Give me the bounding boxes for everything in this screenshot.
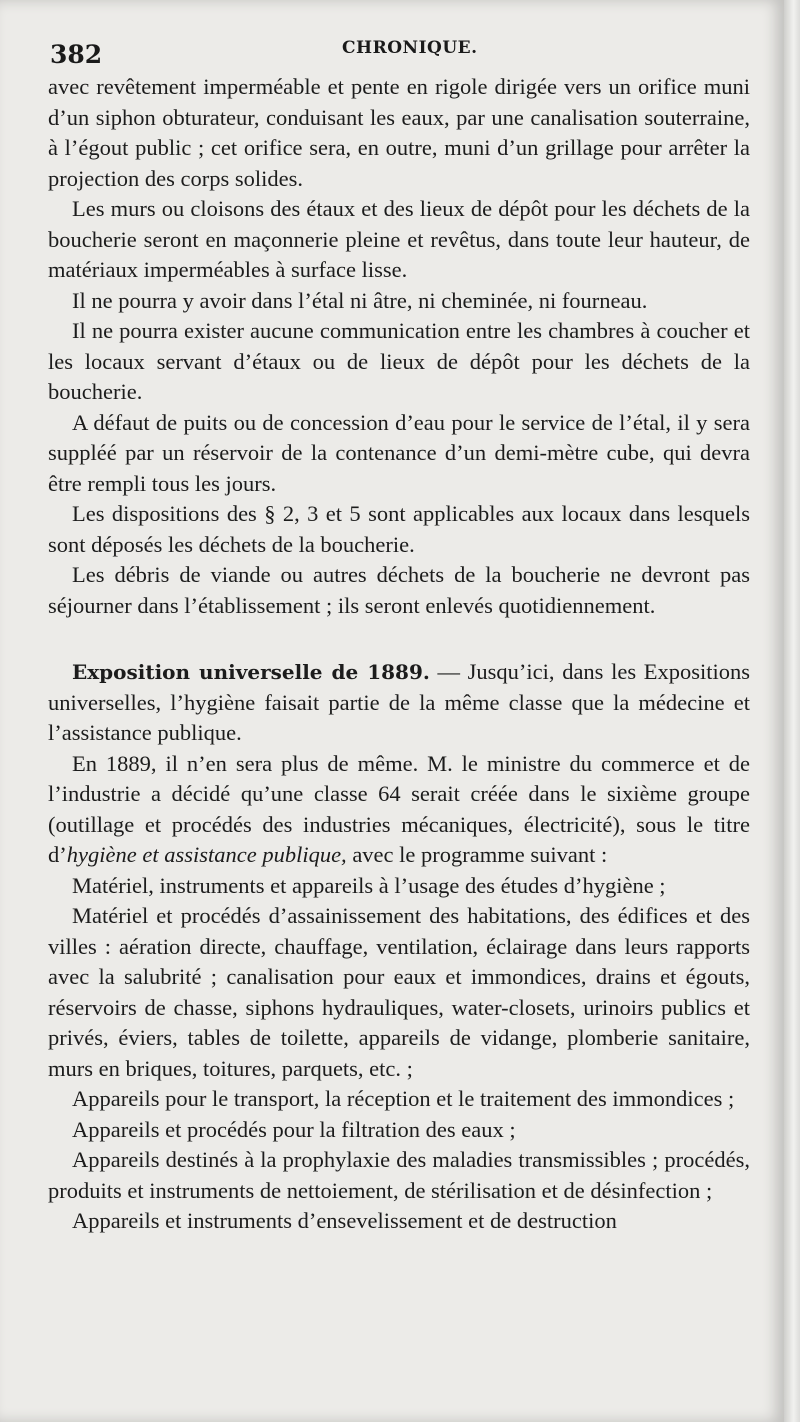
paragraph	[48, 749, 750, 871]
paragraph: Il ne pourra exister aucune communication entre les chambres à coucher et les locaux servant d’étaux ou de lieux de dépôt pour les déchets de la boucherie.	[48, 318, 750, 404]
page-body	[48, 72, 750, 1237]
running-title: CHRONIQUE.	[342, 38, 478, 58]
paragraph: Matériel et procédés d’assainissement des habitations, des édifices et des villes : aération directe, chauffage, ventilation, éclairage dans leurs rapports avec la salubrité ; canalisation pour eaux et immondices, drains et égouts, réservoirs de chasse, siphons hydrauliques, water-closets, urinoirs publics et privés, éviers, tables de toilette, appareils de vidange, plomberie sanitaire, murs en briques, toitures, parquets, etc. ;	[48, 903, 750, 1081]
page-edge	[784, 0, 800, 1422]
paragraph: Les dispositions des § 2, 3 et 5 sont applicables aux locaux dans lesquels sont déposés les déchets de la boucherie.	[48, 501, 750, 557]
section-paragraph	[48, 657, 750, 749]
paragraph: Appareils et procédés pour la filtration des eaux ;	[72, 1116, 516, 1142]
paragraph: Matériel, instruments et appareils à l’usage des études d’hygiène ;	[72, 872, 666, 898]
section-title: Exposition universelle de 1889.	[72, 660, 430, 684]
paragraph: Il ne pourra y avoir dans l’étal ni âtre, ni cheminée, ni fourneau.	[72, 287, 648, 313]
italic-title: hygiène et assistance publique,	[66, 842, 347, 867]
section-gap	[48, 621, 750, 657]
section-intro: — Jusqu’ici, dans les Expositions universelles, l’hygiène faisait partie de la même classe que la médecine et l’assistance publique.	[48, 659, 750, 745]
page-number: 382	[50, 40, 103, 69]
paragraph: A défaut de puits ou de concession d’eau pour le service de l’étal, il y sera suppléé par un réservoir de la contenance d’un demi-mètre cube, qui devra être rempli tous les jours.	[48, 409, 750, 496]
paragraph: avec revêtement imperméable et pente en rigole dirigée vers un orifice muni d’un siphon obturateur, conduisant les eaux, par une canalisation souterraine, à l’égout public ; cet orifice sera, en outre, muni d’un grillage pour arrêter la projection des corps solides.	[48, 74, 750, 191]
paragraph: Appareils pour le transport, la réception et le traitement des immondices ;	[72, 1086, 735, 1111]
paragraph: Les débris de viande ou autres déchets de la boucherie ne devront pas séjourner dans l’établissement ; ils seront enlevés quotidiennement.	[48, 562, 750, 618]
paragraph: Appareils et instruments d’ensevelissement et de destruction	[72, 1208, 617, 1233]
paragraph: Appareils destinés à la prophylaxie des maladies transmissibles ; procédés, produits et instruments de nettoiement, de stérilisation et de désinfection ;	[48, 1147, 750, 1203]
paragraph: Les murs ou cloisons des étaux et des lieux de dépôt pour les déchets de la boucherie seront en maçonnerie pleine et revêtus, dans toute leur hauteur, de matériaux imperméables à surface lisse.	[48, 196, 750, 282]
paragraph-text: avec le programme suivant :	[346, 842, 608, 867]
page-header	[50, 34, 750, 70]
paragraph-text: En 1889, il n’en sera plus de même. M. le ministre du commerce et de l’industrie a décidé qu’une classe 64 serait créée dans le sixième groupe (outillage et procédés des industries mécaniques, électricité), sous le titre d’	[48, 750, 750, 867]
